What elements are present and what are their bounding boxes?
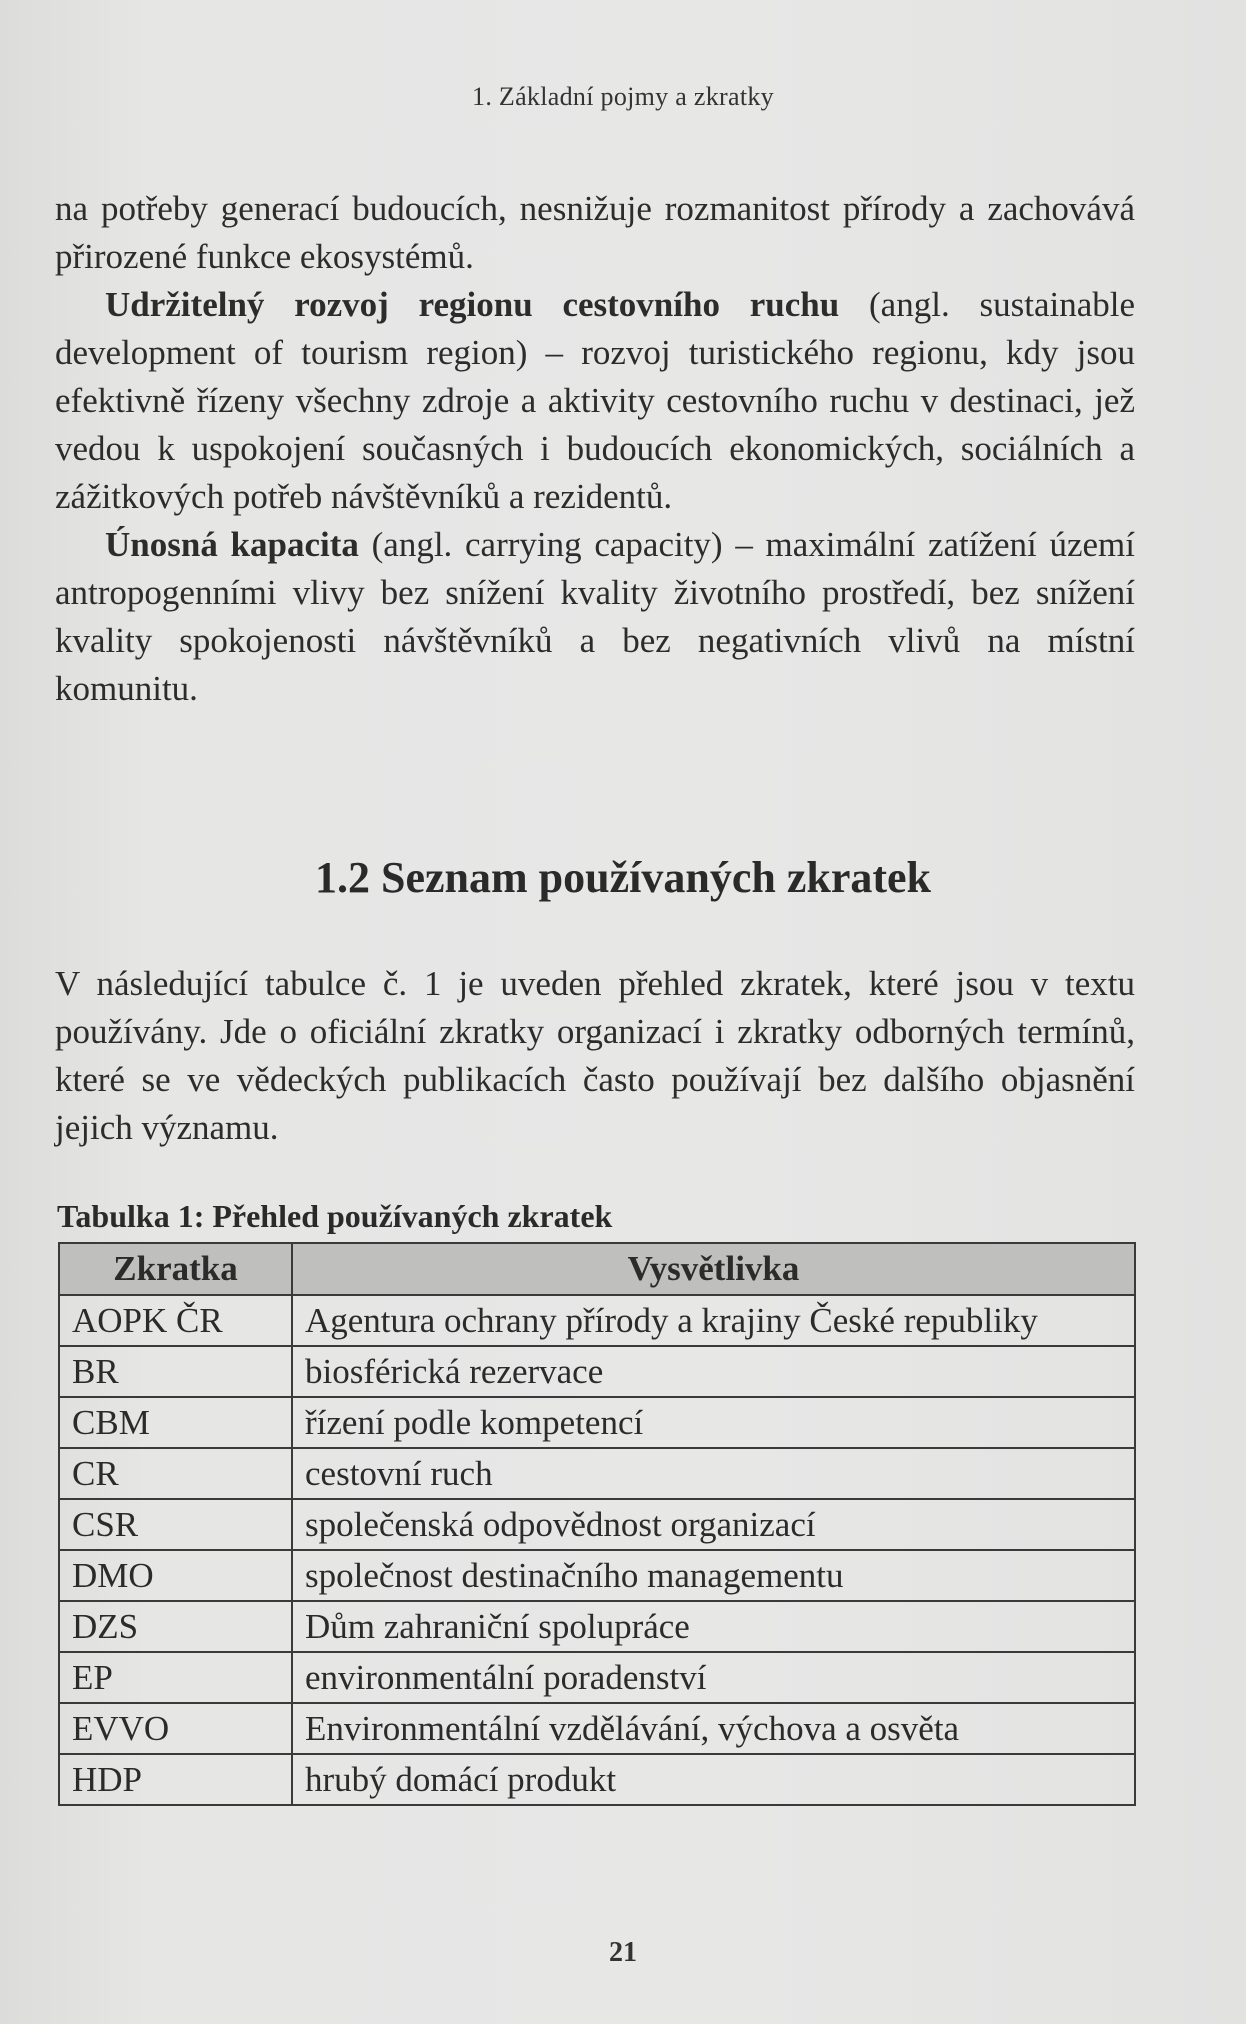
table-row (59, 1652, 1135, 1703)
definition-text: (angl. sustainable development of tourism region) – rozvoj turistického regionu, kdy jsou efektivně řízeny všechny zdroje a aktivity cestovního ruchu v destinaci, jež vedou k uspokojení současných i budoucích ekonomických, sociálních a zážitkových potřeb návštěvníků a rezidentů. (55, 285, 1135, 516)
table-row (59, 1295, 1135, 1346)
table-row (59, 1499, 1135, 1550)
explanation-cell: společnost destinačního managementu (292, 1550, 1135, 1601)
explanation-cell: společenská odpovědnost organizací (292, 1499, 1135, 1550)
abbreviation-cell: CSR (59, 1499, 292, 1550)
abbreviation-cell: AOPK ČR (59, 1295, 292, 1346)
abbreviation-cell: DZS (59, 1601, 292, 1652)
explanation-cell: hrubý domácí produkt (292, 1754, 1135, 1805)
abbreviation-cell: CR (59, 1448, 292, 1499)
continuation-paragraph: na potřeby generací budoucích, nesnižuje rozmanitost přírody a zachovává přirozené funkce ekosystémů. (55, 189, 1135, 276)
explanation-cell: řízení podle kompetencí (292, 1397, 1135, 1448)
running-header: 1. Základní pojmy a zkratky (472, 82, 774, 111)
table-row (59, 1397, 1135, 1448)
column-header-abbreviation: Zkratka (59, 1243, 292, 1295)
definition-term: Udržitelný rozvoj regionu cestovního ruchu (105, 285, 840, 324)
abbreviation-cell: HDP (59, 1754, 292, 1805)
section-heading: 1.2 Seznam používaných zkratek (315, 853, 931, 902)
explanation-cell: environmentální poradenství (292, 1652, 1135, 1703)
table-row (59, 1703, 1135, 1754)
section-paragraph: V následující tabulce č. 1 je uveden přehled zkratek, které jsou v textu používány. Jde o oficiální zkratky organizací i zkratky odborných termínů, které se ve vědeckých publikacích často používají bez dalšího objasnění jejich významu. (55, 964, 1135, 1147)
explanation-cell: Environmentální vzdělávání, výchova a osvěta (292, 1703, 1135, 1754)
table-caption: Tabulka 1: Přehled používaných zkratek (57, 1198, 613, 1234)
explanation-cell: Dům zahraniční spolupráce (292, 1601, 1135, 1652)
abbreviation-cell: BR (59, 1346, 292, 1397)
column-header-explanation: Vysvětlivka (292, 1243, 1135, 1295)
table-header-row (59, 1243, 1135, 1295)
explanation-cell: cestovní ruch (292, 1448, 1135, 1499)
table-row (59, 1754, 1135, 1805)
table-row (59, 1448, 1135, 1499)
table-row (59, 1346, 1135, 1397)
page-number: 21 (609, 1937, 637, 1968)
explanation-cell: Agentura ochrany přírody a krajiny České republiky (292, 1295, 1135, 1346)
definition-term: Únosná kapacita (105, 525, 359, 564)
abbreviation-cell: DMO (59, 1550, 292, 1601)
definition-sustainable-development (55, 281, 1135, 521)
abbreviations-table (58, 1242, 1136, 1806)
definitions-block (55, 185, 1135, 713)
definition-text: (angl. carrying capacity) – maximální zatížení území antropogenními vlivy bez snížení kvality životního prostředí, bez snížení kvality spokojenosti návštěvníků a bez negativních vlivů na místní komunitu. (55, 525, 1136, 708)
table-row (59, 1550, 1135, 1601)
explanation-cell: biosférická rezervace (292, 1346, 1135, 1397)
definition-carrying-capacity (55, 521, 1135, 713)
abbreviation-cell: EVVO (59, 1703, 292, 1754)
table-row (59, 1601, 1135, 1652)
abbreviation-cell: EP (59, 1652, 292, 1703)
abbreviation-cell: CBM (59, 1397, 292, 1448)
